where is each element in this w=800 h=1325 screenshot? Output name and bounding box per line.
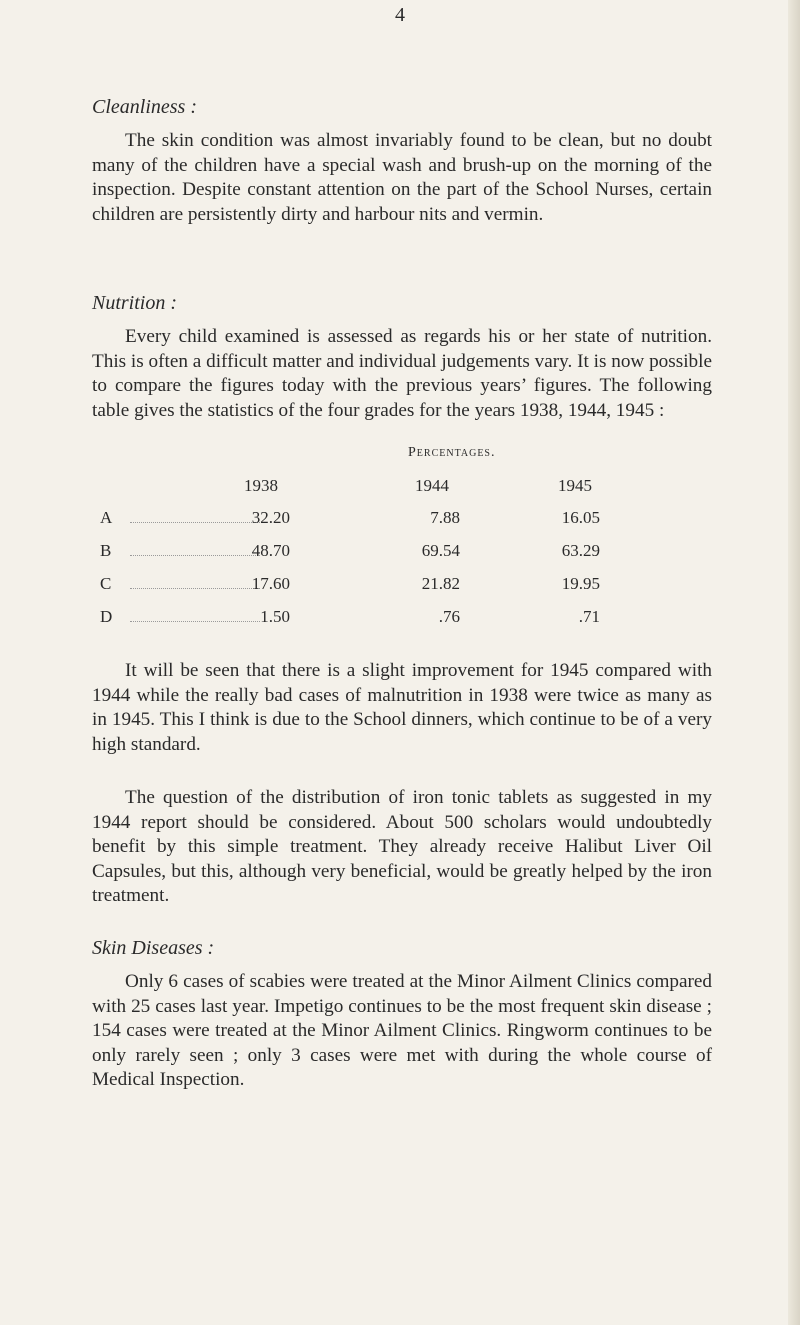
year-header-1938: 1938 — [244, 476, 278, 495]
value-1938: 1.50 — [260, 607, 290, 626]
skin-diseases-paragraph: Only 6 cases of scabies were treated at the Minor Ailment Clinics compared with 25 cases last year. Impetigo continues to be the most frequent skin disease ; 154 cases were treated at the Minor Ailment Clinics. Ringworm continues to be only rarely seen ; only 3 cases were met with during the whole course of Medical Inspection. — [92, 971, 712, 1090]
section-heading-cleanliness: Cleanliness : — [92, 96, 197, 118]
cleanliness-paragraph: The skin condition was almost invariably found to be clean, but no doubt many of the children have a special wash and brush-up on the morning of the inspection. Despite constant attention on the part of the School Nurses, certain children are persistently dirty and harbour nits and vermin. — [92, 130, 712, 225]
table-row — [0, 541, 800, 565]
iron-tonic-paragraph: The question of the distribution of iron tonic tablets as suggested in my 1944 report should be considered. About 500 scholars would undoubtedly benefit by this simple treatment. They already receive Halibut Liver Oil Capsules, but this, although very beneficial, would be greatly helped by the iron treatment. — [92, 787, 712, 906]
value-1938: 32.20 — [251, 508, 290, 527]
section-heading-nutrition: Nutrition : — [92, 292, 178, 314]
year-header-1945: 1945 — [558, 476, 592, 495]
improvement-paragraph: It will be seen that there is a slight improvement for 1945 compared with 1944 while the really bad cases of malnutrition in 1938 were twice as many as in 1945. This I think is due to the School dinners, which continue to be of a very high standard. — [92, 660, 712, 755]
value-1945: 16.05 — [561, 508, 600, 527]
table-row — [0, 607, 800, 631]
value-1938: 17.60 — [251, 574, 290, 593]
percentages-caption: Percentages. — [408, 445, 496, 460]
value-1938: 48.70 — [251, 541, 290, 560]
section-heading-skin-diseases: Skin Diseases : — [92, 937, 215, 959]
value-1945: .71 — [578, 607, 600, 626]
table-row — [0, 508, 800, 532]
value-1944: 69.54 — [421, 541, 460, 560]
year-header-1944: 1944 — [415, 476, 449, 495]
page-number: 4 — [395, 4, 405, 26]
value-1945: 63.29 — [561, 541, 600, 560]
value-1944: .76 — [438, 607, 460, 626]
table-row — [0, 574, 800, 598]
nutrition-intro-paragraph: Every child examined is assessed as regards his or her state of nutrition. This is often a difficult matter and individual judgements vary. It is now possible to compare the figures today with the previous years’ figures. The following table gives the statistics of the four grades for the years 1938, 1944, 1945 : — [92, 326, 712, 421]
grade-label: C — [100, 574, 112, 593]
grade-label: D — [100, 607, 113, 626]
grade-label: B — [100, 541, 112, 560]
value-1945: 19.95 — [561, 574, 600, 593]
value-1944: 7.88 — [430, 508, 460, 527]
page-edge-shadow — [788, 0, 800, 1325]
grade-label: A — [100, 508, 113, 527]
value-1944: 21.82 — [421, 574, 460, 593]
